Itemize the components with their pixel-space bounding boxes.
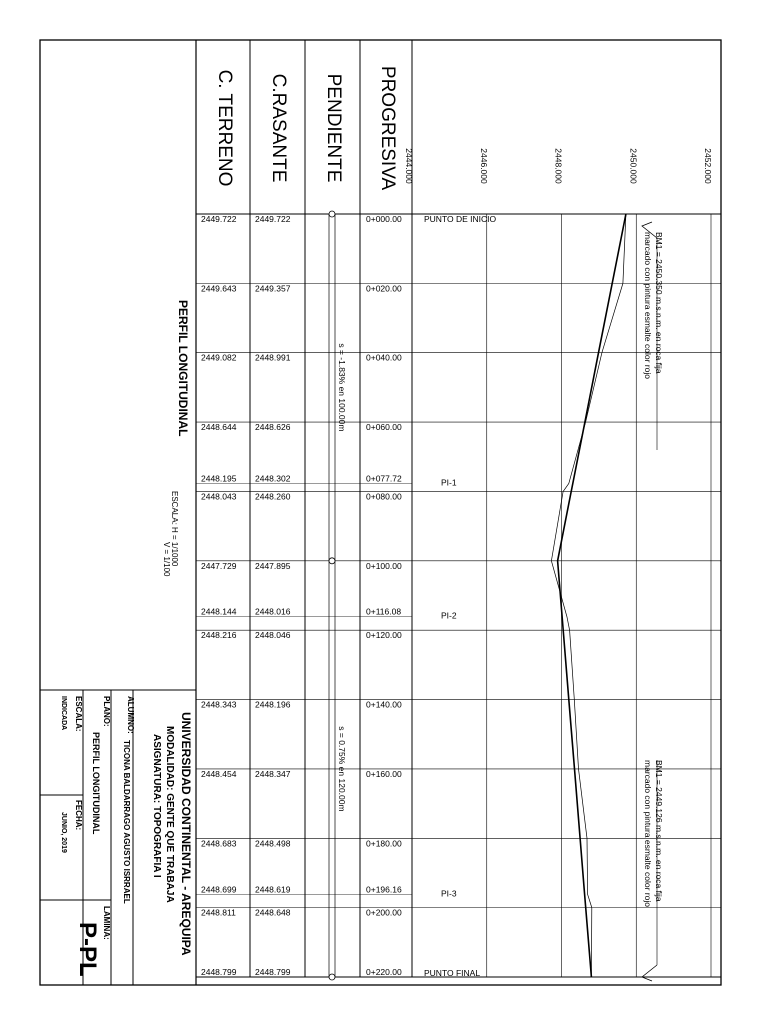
title-block <box>40 690 196 985</box>
rasante-cell: 2449.722 <box>255 214 291 224</box>
terreno-cell: 2448.799 <box>201 967 237 977</box>
elev-tick-label: 2450.000 <box>628 148 639 184</box>
bm2-line1: BM1 = 2449.126 m.s.n.m. en roca fija <box>654 760 664 902</box>
rasante-cell: 2449.357 <box>255 283 291 294</box>
rasante-cell: 2448.991 <box>255 352 291 363</box>
tb-subject: ASIGNATURA: TOPOGRAFIA I <box>151 734 162 878</box>
rasante-cell: 2448.260 <box>255 491 291 502</box>
terreno-cell: 2448.195 <box>201 473 237 484</box>
rasante-profile-line <box>558 214 626 977</box>
elev-tick-label: 2448.000 <box>553 148 564 184</box>
tb-plan-label: PLANO: <box>102 696 111 727</box>
elev-tick-label: 2446.000 <box>478 148 489 184</box>
bm-note-2 <box>642 760 664 981</box>
slope-label: s = -1.83% en 100.00m <box>337 343 347 432</box>
terreno-cell: 2447.729 <box>201 560 237 571</box>
terreno-cell: 2449.722 <box>201 214 237 224</box>
bm1-line2: marcado con pintura esmalte color rojo <box>643 232 653 379</box>
tb-scale-label: ESCALA: <box>74 696 83 732</box>
terreno-cell: 2448.644 <box>201 422 237 433</box>
progresiva-cell: 0+196.16 <box>366 884 402 895</box>
profile-series <box>551 214 626 977</box>
terreno-cell: 2448.144 <box>201 606 237 617</box>
annot-inicio: PUNTO DE INICIO <box>424 214 497 224</box>
progresiva-cell: 0+077.72 <box>366 473 402 484</box>
elevation-grid <box>412 214 711 977</box>
tb-student: TICONA BALDARRAGO AGUSTO ISRRAEL <box>122 740 131 904</box>
rasante-cell: 2448.347 <box>255 768 291 779</box>
tb-sheet: P-PL <box>74 922 101 977</box>
elevation-tick-labels <box>404 148 713 184</box>
progresiva-cell: 0+200.00 <box>366 907 402 918</box>
row-header-pendiente: PENDIENTE <box>323 73 344 183</box>
terreno-cell: 2448.454 <box>201 768 237 779</box>
annot-pi1: PI-1 <box>441 477 457 488</box>
progresiva-cell: 0+140.00 <box>366 699 402 710</box>
annot-pi2: PI-2 <box>441 610 457 621</box>
progresiva-cell: 0+060.00 <box>366 422 402 433</box>
elev-tick-label: 2452.000 <box>703 148 713 184</box>
tb-date: JUNIO, 2019 <box>60 812 67 853</box>
scale-h-text: ESCALA: H = 1/1000 <box>170 491 179 567</box>
annot-pi3: PI-3 <box>441 888 457 899</box>
bm-note-1 <box>642 222 664 450</box>
progresiva-cell: 0+160.00 <box>366 768 402 779</box>
terreno-cell: 2448.043 <box>201 491 237 502</box>
tb-date-label: FECHA: <box>74 800 83 831</box>
rasante-cell: 2448.619 <box>255 884 291 895</box>
rasante-cell: 2448.046 <box>255 630 291 641</box>
progresiva-cell: 0+040.00 <box>366 352 402 363</box>
tb-plan: PERFIL LONGITUDINAL <box>91 732 101 835</box>
rasante-cell: 2448.498 <box>255 838 291 849</box>
rasante-cell: 2448.626 <box>255 422 291 433</box>
rasante-cell: 2448.016 <box>255 606 291 617</box>
tb-student-label: ALUMNO: <box>126 696 135 734</box>
elev-tick-label: 2444.000 <box>404 148 414 184</box>
row-header-progresiva: PROGRESIVA <box>377 65 398 191</box>
data-cells <box>196 214 412 977</box>
slope-change-point <box>329 974 335 980</box>
progresiva-cell: 0+000.00 <box>366 214 402 224</box>
terreno-profile-line <box>551 214 626 977</box>
rasante-cell: 2448.302 <box>255 473 291 484</box>
terreno-cell: 2448.343 <box>201 699 237 710</box>
progresiva-cell: 0+180.00 <box>366 838 402 849</box>
terreno-cell: 2449.082 <box>201 352 237 363</box>
tb-sheet-label: LAMINA: <box>102 906 111 940</box>
terreno-cell: 2448.811 <box>201 907 236 918</box>
progresiva-cell: 0+100.00 <box>366 560 402 571</box>
bm-arrow-2 <box>642 965 657 981</box>
tb-scale: INDICADA <box>60 696 67 731</box>
slope-change-point <box>329 211 335 217</box>
rasante-cell: 2448.196 <box>255 699 291 710</box>
slope-label: s = 0.75% en 120.00m <box>337 726 347 812</box>
bm2-line2: marcado con pintura esmalte color rojo <box>643 760 653 907</box>
progresiva-cell: 0+116.08 <box>366 606 402 617</box>
terreno-cell: 2448.699 <box>201 884 237 895</box>
terreno-cell: 2449.643 <box>201 283 237 294</box>
tb-modality: MODALIDAD: GENTE QUE TRABAJA <box>164 726 175 903</box>
progresiva-cell: 0+080.00 <box>366 491 402 502</box>
pendiente-band <box>329 211 347 980</box>
terreno-cell: 2448.683 <box>201 838 237 849</box>
bm1-line1: BM1 = 2450.350 m.s.n.m. en roca fija <box>654 232 664 374</box>
annot-final: PUNTO FINAL <box>424 968 481 978</box>
station-lines <box>196 283 721 907</box>
row-header-rasante: C.RASANTE <box>268 73 289 183</box>
profile-title: PERFIL LONGITUDINAL <box>176 300 190 437</box>
rasante-cell: 2448.799 <box>255 967 291 977</box>
rasante-cell: 2447.895 <box>255 560 291 571</box>
scale-v-text: V = 1/100 <box>162 542 171 577</box>
row-header-terreno: C. TERRENO <box>214 69 235 187</box>
tb-university: UNIVERSIDAD CONTINENTAL - AREQUIPA <box>179 712 193 956</box>
progresiva-cell: 0+220.00 <box>366 967 402 977</box>
progresiva-cell: 0+020.00 <box>366 283 402 294</box>
slope-change-point <box>329 558 335 564</box>
progresiva-cell: 0+120.00 <box>366 630 402 641</box>
rasante-cell: 2448.648 <box>255 907 291 918</box>
terreno-cell: 2448.216 <box>201 630 237 641</box>
